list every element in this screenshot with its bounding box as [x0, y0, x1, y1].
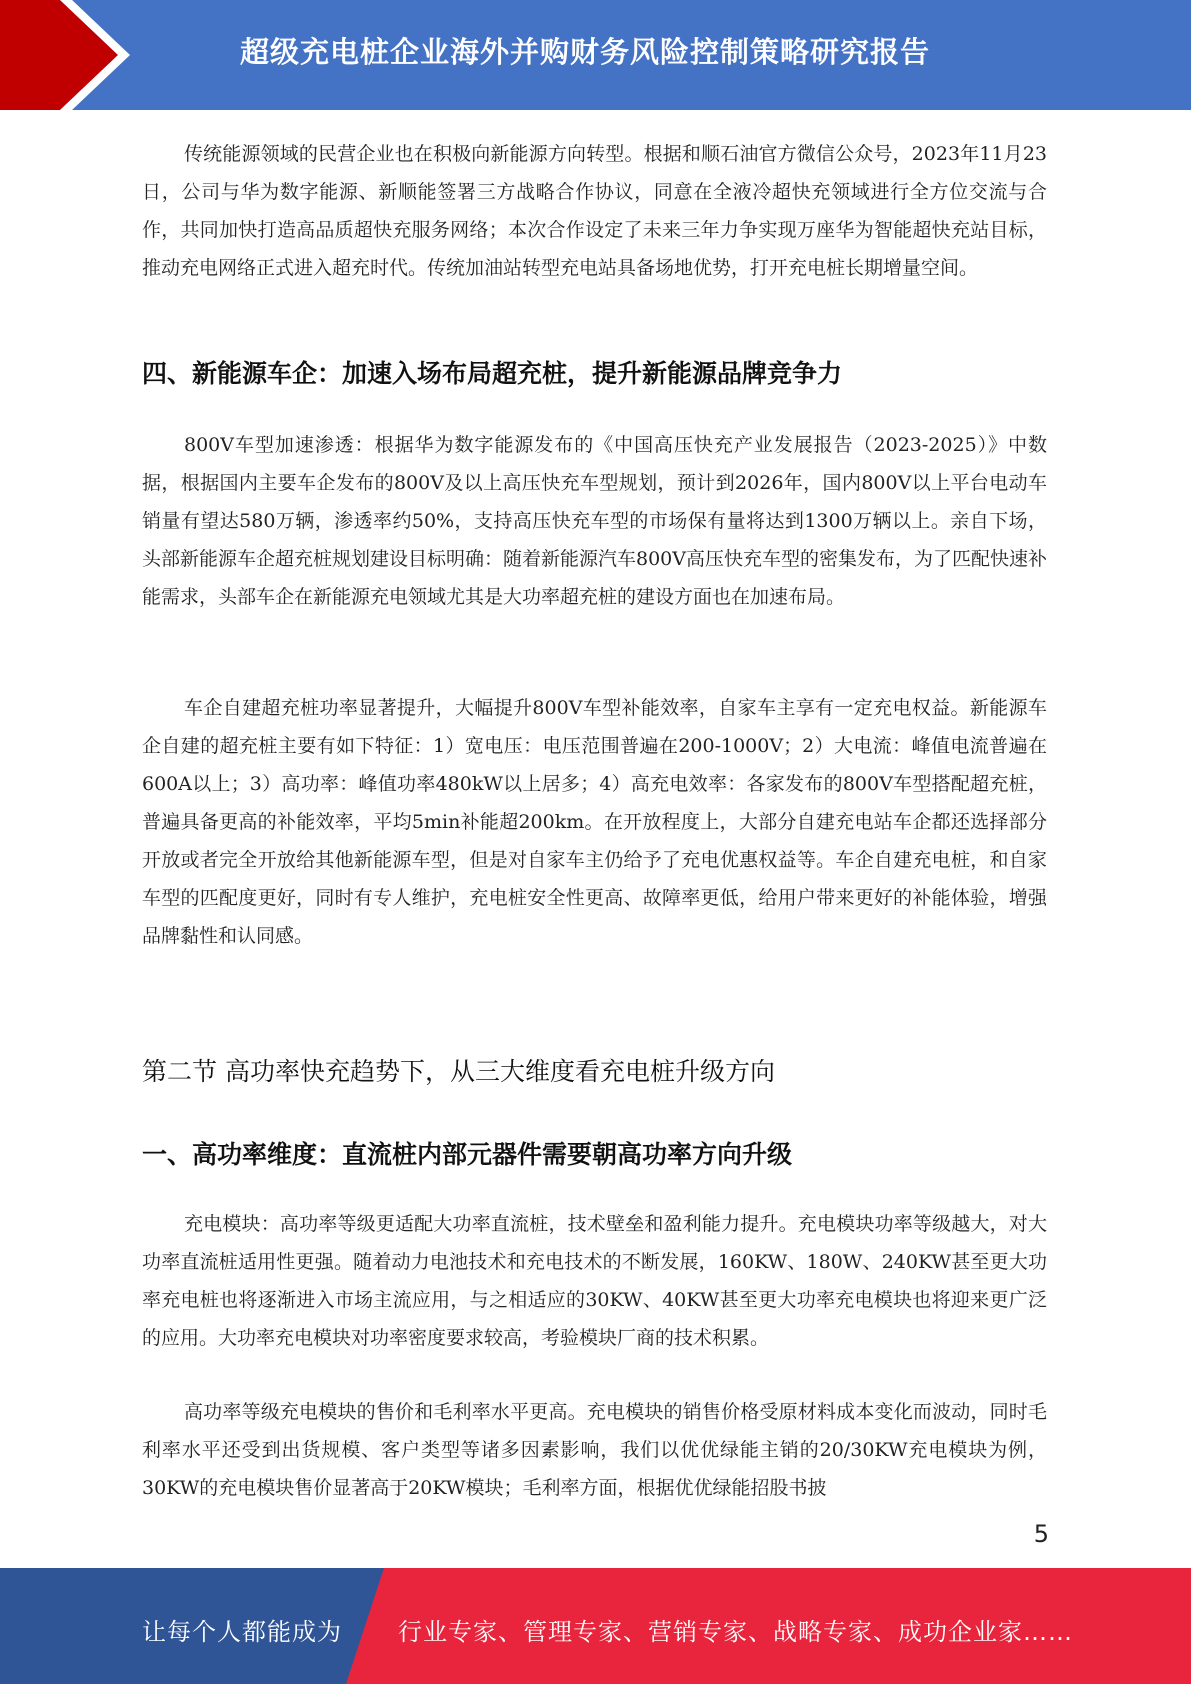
paragraph-4: 充电模块：高功率等级更适配大功率直流桩，技术壁垒和盈利能力提升。充电模块功率等级越大，对大功率直流桩适用性更强。随着动力电池技术和充电技术的不断发展，160KW、180W、240KW甚至更大功率充电桩也将逐渐进入市场主流应用，与之相适应的30KW、40KW甚至更大功率充电模块也将迎来更广泛的应用。大功率充电模块对功率密度要求较高，考验模块厂商的技术积累。 [142, 1213, 1047, 1349]
page-footer [0, 1568, 1191, 1684]
paragraph-5: 高功率等级充电模块的售价和毛利率水平更高。充电模块的销售价格受原材料成本变化而波动，同时毛利率水平还受到出货规模、客户类型等诸多因素影响，我们以优优绿能主销的20/30KW充电模块为例，30KW的充电模块售价显著高于20KW模块；毛利率方面，根据优优绿能招股书披 [142, 1401, 1047, 1499]
heading-section-4: 四、新能源车企：加速入场布局超充桩，提升新能源品牌竞争力 [142, 359, 843, 388]
paragraph-2: 800V车型加速渗透：根据华为数字能源发布的《中国高压快充产业发展报告（2023-2025）》中数据，根据国内主要车企发布的800V及以上高压快充车型规划，预计到2026年，国内800V以上平台电动车销量有望达580万辆，渗透率约50%，支持高压快充车型的市场保有量将达到1300万辆以上。亲自下场，头部新能源车企超充桩规划建设目标明确：随着新能源汽车800V高压快充车型的密集发布，为了匹配快速补能需求，头部车企在新能源充电领域尤其是大功率超充桩的建设方面也在加速布局。 [142, 434, 1047, 608]
paragraph-3: 车企自建超充桩功率显著提升，大幅提升800V车型补能效率，自家车主享有一定充电权益。新能源车企自建的超充桩主要有如下特征：1）宽电压：电压范围普遍在200-1000V；2）大电流：峰值电流普遍在600A以上；3）高功率：峰值功率480kW以上居多；4）高充电效率：各家发布的800V车型搭配超充桩，普遍具备更高的补能效率，平均5min补能超200km。在开放程度上，大部分自建充电站车企都还选择部分开放或者完全开放给其他新能源车型，但是对自家车主仍给予了充电优惠权益等。车企自建充电桩，和自家车型的匹配度更好，同时有专人维护，充电桩安全性更高、故障率更低，给用户带来更好的补能体验，增强品牌黏性和认同感。 [142, 697, 1047, 947]
header-title: 超级充电桩企业海外并购财务风险控制策略研究报告 [240, 35, 931, 69]
page-header [0, 0, 1191, 110]
heading-section-1: 一、高功率维度：直流桩内部元器件需要朝高功率方向升级 [142, 1140, 793, 1169]
footer-slogan-left: 让每个人都能成为 [142, 1618, 342, 1646]
heading-chapter-2: 第二节 高功率快充趋势下，从三大维度看充电桩升级方向 [142, 1057, 775, 1086]
footer-slogan-right: 行业专家、管理专家、营销专家、战略专家、成功企业家…… [398, 1618, 1073, 1646]
paragraph-1: 传统能源领域的民营企业也在积极向新能源方向转型。根据和顺石油官方微信公众号，2023年11月23日，公司与华为数字能源、新顺能签署三方战略合作协议，同意在全液冷超快充领域进行全方位交流与合作，共同加快打造高品质超快充服务网络；本次合作设定了未来三年力争实现万座华为智能超快充站目标，推动充电网络正式进入超充时代。传统加油站转型充电站具备场地优势，打开充电桩长期增量空间。 [142, 143, 1047, 279]
page-number: 5 [1033, 1520, 1049, 1548]
